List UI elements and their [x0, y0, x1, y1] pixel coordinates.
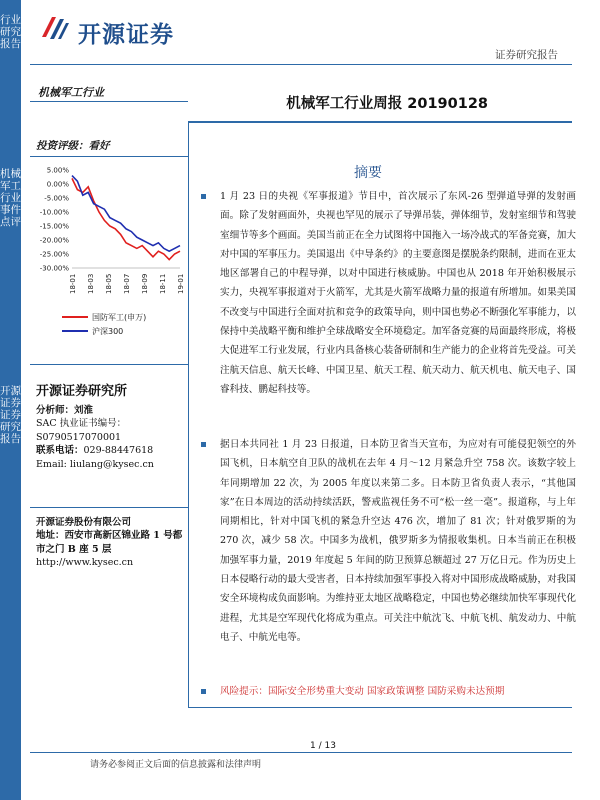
bullet-icon — [201, 194, 206, 199]
summary-paragraph-1 — [201, 187, 576, 399]
strip-label-report-topic: 机械军工行业事件点评 — [0, 168, 21, 228]
industry-label: 机械军工行业 — [38, 86, 104, 99]
summary-heading: 摘要 — [354, 165, 382, 181]
y-tick-label: -15.00% — [39, 222, 69, 231]
investment-rating: 投资评级：看好 — [36, 140, 110, 152]
x-tick-label: 18-05 — [105, 273, 113, 294]
title-divider — [188, 121, 572, 123]
y-tick-label: -5.00% — [44, 194, 69, 203]
paragraph-text: 据日本共同社 1 月 23 日报道，日本防卫省当天宣布，为应对有可能侵犯领空的外国飞机，日本航空自卫队的战机在去年 4 月～12 月紧急升空 758 次。该数字较上年同期增加 22 次，为 2005 年度以来第二多。日本防卫省负责人表示，“其他国家”在日本周边的活动持续活跃，警戒监视任务不可“松一丝一毫”。报道称，与上年同期相比，针对中国飞机的紧急升空达 476 次，增加了 81 次；针对俄罗斯的为 270 次，减少 58 次。中国多为战机，俄罗斯多为情报收集机。日本当前正在积极加强军事力量，2019 年度起 5 年间的防卫预算总额超过 27 万亿日元。作为历史上日本侵略行动的最大受害者，日本持续加强军事投入将对中国形成战略威胁，对我国安全环境构成负面影响。为维持亚太地区战略稳定，中国也势必继续加快军事现代化进程，尤其是空军现代化将成为重点。可关注中航沈飞、中航飞机、航发动力、中航电子、中航光电等。 — [220, 439, 576, 643]
legend-label: 沪深300 — [92, 326, 124, 336]
analyst-info — [36, 404, 186, 471]
legend-entry — [62, 310, 182, 324]
summary-paragraph-2 — [201, 435, 576, 647]
x-tick-label: 18-01 — [69, 273, 77, 294]
phone-label: 联系电话： — [36, 445, 84, 457]
footer-disclaimer: 请务必参阅正文后面的信息披露和法律声明 — [90, 760, 262, 770]
email-address[interactable]: liulang@kysec.cn — [69, 458, 154, 470]
x-tick-label: 19-01 — [177, 273, 185, 294]
logo-mark-icon — [40, 13, 70, 43]
legend-entry — [62, 324, 182, 338]
paragraph-text: 1 月 23 日的央视《军事报道》节目中，首次展示了东风-26 型弹道导弹的发射画面。除了发射画面外，央视也罕见的展示了导弹吊装，弹体细节，发射室细节和驾驶室细节等多个画面。美国当前正在全力试图将中国拖入一场冷战式的军备竞赛，加大对中国的军事压力。美国退出《中导条约》的主要意图是摆脱条约限制，进而在亚太地区部署自己的中程导弹，以对中国进行核威胁。中国也从 2018 年开始积极展示实力，央视军事报道对于火箭军，尤其是火箭军战略力量的报道有所增加。如果美国不改变与中国进行全面对抗和竞争的政策导向，则中国也势必不断强化军事能力，以保持中美战略平衡和维护全球战略安全环境稳定。加军备竞赛的局面最终形成，将极大促进军工行业发展，行业内具备核心装备研制和生产能力的企业将首先受益。可关注航天信息、航天长峰、中国卫星、航天工程、航天动力、航天机电、航天电子、国睿科技、鹏起科技等。 — [220, 191, 576, 395]
strip-label-report-category: 行业研究报告 — [0, 14, 21, 50]
y-tick-label: -30.00% — [39, 264, 69, 273]
y-tick-label: -10.00% — [39, 208, 69, 217]
sac-label: SAC 执业证书编号： — [36, 418, 127, 430]
institute-name: 开源证券研究所 — [36, 384, 128, 399]
legend-swatch — [62, 330, 88, 333]
report-title: 机械军工行业周报 20190128 — [286, 96, 488, 112]
y-tick-label: 5.00% — [46, 166, 69, 175]
x-tick-label: 18-09 — [141, 273, 149, 294]
risk-warning — [201, 685, 576, 699]
bullet-icon — [201, 689, 206, 694]
email-label: Email: — [36, 458, 67, 470]
sac-number: S0790517070001 — [36, 431, 122, 443]
company-logo — [40, 11, 190, 47]
footer-divider — [30, 752, 572, 753]
chart-legend — [62, 310, 182, 338]
y-tick-label: 0.00% — [46, 180, 69, 189]
logo-text: 开源证券 — [78, 22, 174, 48]
column-divider — [188, 122, 189, 708]
y-tick-label: -20.00% — [39, 236, 69, 245]
chart-divider — [30, 364, 188, 365]
risk-divider — [188, 707, 572, 708]
bullet-icon — [201, 442, 206, 447]
company-name: 开源证券股份有限公司 — [36, 517, 132, 528]
strip-label-source: 开源证券证券研究报告 — [0, 385, 21, 445]
company-website[interactable]: http://www.kysec.cn — [36, 557, 134, 569]
legend-label: 国防军工(申万) — [92, 312, 147, 322]
x-tick-label: 18-11 — [159, 273, 167, 294]
rating-divider — [30, 156, 188, 157]
analyst-name: 分析师：刘淮 — [36, 405, 94, 416]
x-tick-label: 18-07 — [123, 273, 131, 294]
header-divider — [30, 64, 572, 65]
risk-text: 风险提示：国际安全形势重大变动 国家政策调整 国防采购未达预期 — [220, 686, 505, 697]
company-info — [36, 516, 186, 570]
y-tick-label: -25.00% — [39, 250, 69, 259]
report-type-label: 证券研究报告 — [495, 49, 558, 61]
phone-number: 029-88447618 — [83, 445, 154, 457]
analyst-divider — [30, 507, 188, 508]
x-tick-label: 18-03 — [87, 273, 95, 294]
legend-swatch — [62, 316, 88, 319]
industry-box — [30, 80, 188, 102]
company-address: 地址：西安市高新区锦业路 1 号都市之门 B 座 5 层 — [36, 530, 183, 555]
page-number: 1 / 13 — [310, 741, 336, 751]
